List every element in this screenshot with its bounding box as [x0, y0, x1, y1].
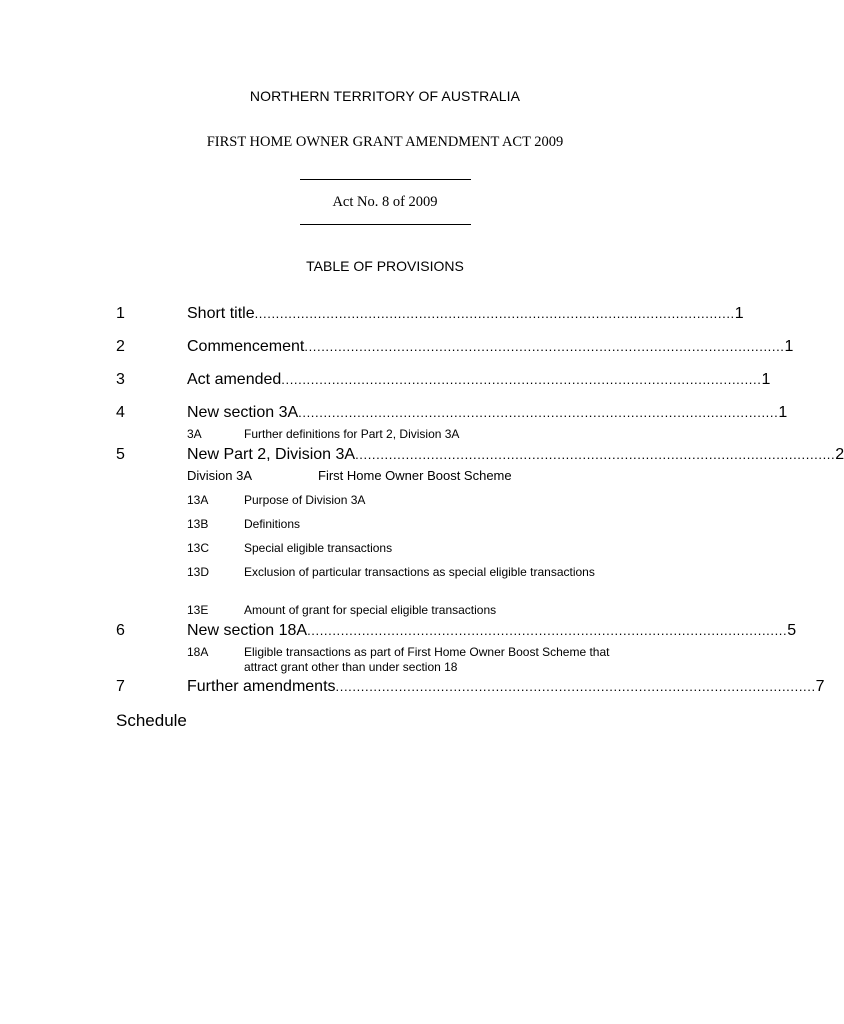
page-number: 2	[835, 446, 844, 463]
section-number: 3	[116, 371, 125, 388]
top-rule	[300, 179, 471, 180]
jurisdiction-heading: NORTHERN TERRITORY OF AUSTRALIA	[249, 88, 521, 104]
subsection-number: 13A	[187, 493, 209, 507]
bottom-rule	[300, 224, 471, 225]
dot-leader: ..................................................................................................................	[304, 339, 785, 354]
subsection-number: 13E	[187, 603, 209, 617]
subsection-number: 18A	[187, 645, 209, 659]
division-number: Division 3A	[187, 468, 253, 483]
dot-leader: ..................................................................................................................	[355, 447, 836, 462]
section-title: Act amended	[187, 371, 282, 388]
section-title: New section 3A	[187, 404, 299, 421]
schedule-link[interactable]: Schedule	[116, 711, 187, 730]
section-number: 2	[116, 338, 125, 355]
page-number: 5	[787, 622, 797, 639]
page-number: 1	[778, 404, 788, 421]
dot-leader: ..................................................................................................................	[254, 306, 735, 321]
section-number: 5	[116, 446, 125, 463]
dot-leader: ..................................................................................................................	[307, 623, 788, 638]
subsection-title: Definitions	[244, 517, 301, 531]
page-number: 1	[734, 305, 744, 322]
section-title: New Part 2, Division 3A	[187, 446, 356, 463]
page-number: 7	[815, 678, 825, 695]
dot-leader: ..................................................................................................................	[281, 372, 762, 387]
page-number: 1	[761, 371, 771, 388]
dot-leader: ..................................................................................................................	[335, 679, 816, 694]
subsection-title: Purpose of Division 3A	[244, 493, 366, 507]
section-title: Further amendments	[187, 678, 336, 695]
section-number: 7	[116, 678, 125, 695]
subsection-number: 13D	[187, 565, 210, 579]
subsection-title: Exclusion of particular transactions as special eligible transactions	[244, 565, 595, 579]
subsection-number: 13B	[187, 517, 209, 531]
subsection-title: Amount of grant for special eligible transactions	[244, 603, 497, 617]
subsection-number: 3A	[187, 427, 202, 441]
subsection-title: Further definitions for Part 2, Division 3A	[244, 427, 460, 441]
section-number: 6	[116, 622, 125, 639]
section-title: New section 18A	[187, 622, 308, 639]
act-number: Act No. 8 of 2009	[332, 194, 438, 210]
toc-heading: TABLE OF PROVISIONS	[306, 258, 464, 274]
page-number: 1	[784, 338, 794, 355]
division-title: First Home Owner Boost Scheme	[318, 468, 512, 483]
section-number: 4	[116, 404, 125, 421]
act-title: FIRST HOME OWNER GRANT AMENDMENT ACT 2009	[206, 134, 564, 150]
dot-leader: ..................................................................................................................	[298, 405, 779, 420]
section-title: Short title	[187, 305, 255, 322]
section-title: Commencement	[187, 338, 305, 355]
subsection-number: 13C	[187, 541, 210, 555]
subsection-title: Special eligible transactions	[244, 541, 393, 555]
section-number: 1	[116, 305, 125, 322]
subsection-title: Eligible transactions as part of First Home Owner Boost Scheme that attract grant other than under section 18	[244, 645, 610, 674]
